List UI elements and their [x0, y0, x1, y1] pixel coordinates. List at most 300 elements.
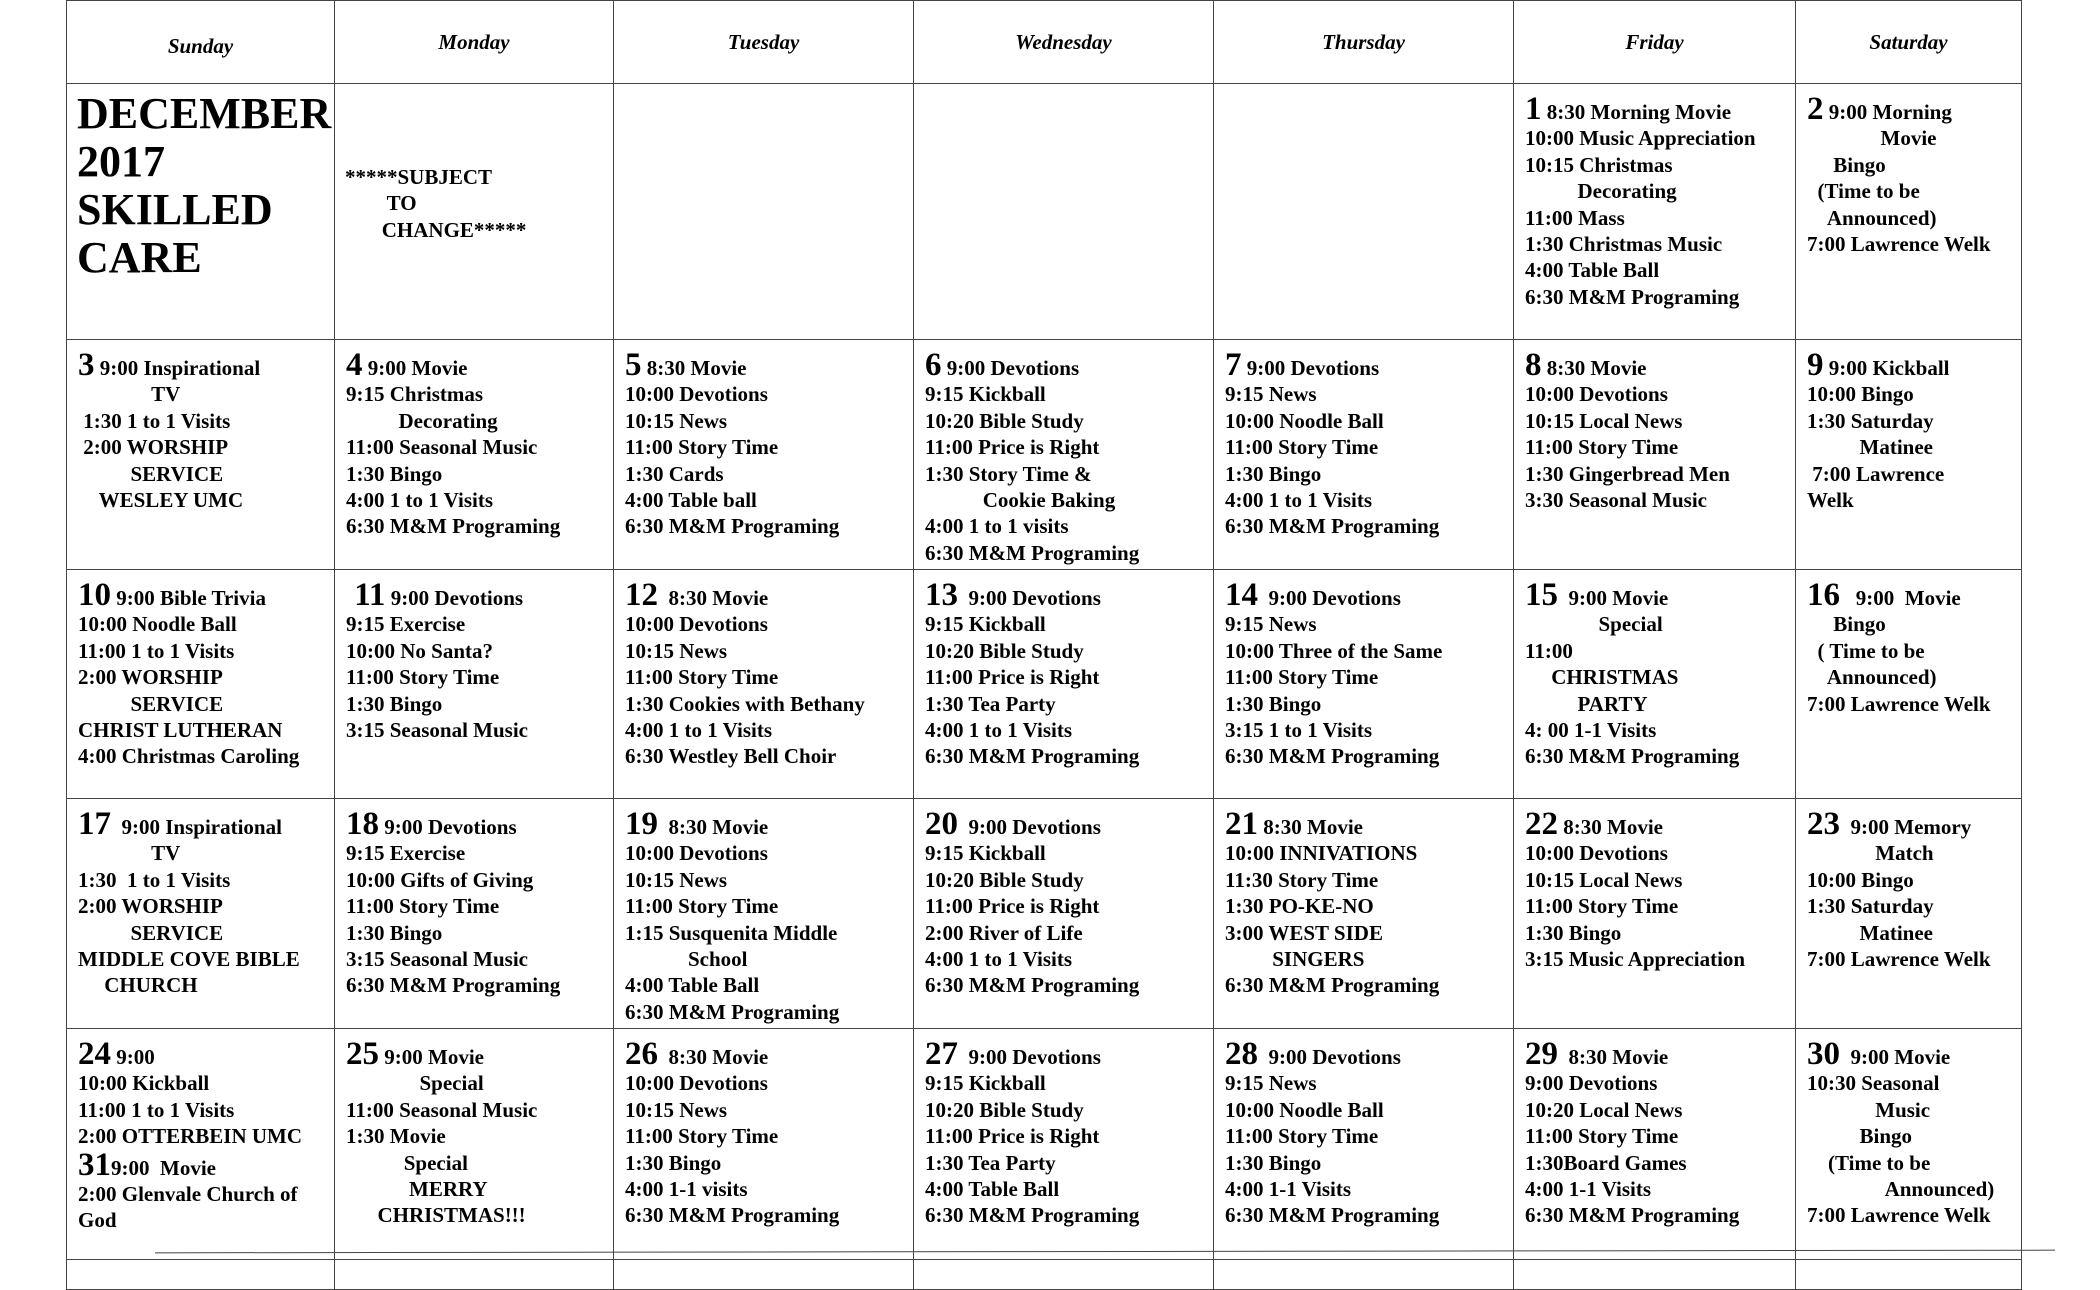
activity-line: SERVICE: [78, 920, 224, 945]
day-number: 12: [625, 577, 658, 613]
activity-line: 9:15 Kickball: [925, 382, 1046, 407]
activity-line: 7:00 Lawrence Welk: [1807, 232, 1991, 257]
calendar-title-line: 2017: [77, 137, 165, 186]
subject-line: TO: [345, 191, 417, 216]
day-number: 22: [1525, 806, 1558, 842]
activity-line: 3:15 Seasonal Music: [346, 947, 529, 972]
day-schedule: [67, 1029, 334, 1234]
day-heading: [1807, 1036, 2021, 1072]
weekday-tuesday: Tuesday: [614, 1, 914, 84]
activity-line: 11:00: [1525, 638, 1573, 663]
day-number: 24: [78, 1036, 111, 1072]
day-heading: [1807, 91, 2021, 127]
day-schedule: [1214, 570, 1513, 770]
activity-line: 11:00 Story Time: [625, 1124, 779, 1149]
day-heading: [925, 577, 1213, 613]
first-activity: 9:00 Inspirational: [94, 356, 261, 380]
activity-line: 10:00 Noodle Ball: [78, 612, 237, 637]
activity-line: 11:00 Story Time: [1225, 435, 1379, 460]
weekday-wednesday: Wednesday: [914, 1, 1214, 84]
activity-line: 10:00 Devotions: [1525, 382, 1668, 407]
day-number: 30: [1807, 1036, 1840, 1072]
activity-line: 10:00 Noodle Ball: [1225, 1097, 1384, 1122]
activity-line: 2:00 OTTERBEIN UMC: [78, 1124, 303, 1149]
weekday-monday: Monday: [335, 1, 614, 84]
activity-line: 11:00 Story Time: [1525, 435, 1679, 460]
activity-line: 1:30 Story Time &: [925, 461, 1092, 486]
activity-line: 1:30 Cards: [625, 461, 724, 486]
activity-line: 11:00 Price is Right: [925, 665, 1100, 690]
day-heading: [1807, 347, 2021, 383]
activity-line: 4:00 1-1 Visits: [1225, 1177, 1351, 1202]
day-heading: [925, 806, 1213, 842]
day-schedule: [614, 799, 913, 1025]
day-schedule: [1796, 340, 2021, 513]
activity-line: 11:00 Story Time: [346, 665, 500, 690]
day-number: 7: [1225, 347, 1242, 383]
day-cell: [1796, 570, 2022, 799]
activity-line: Decorating: [1525, 179, 1677, 204]
activity-line: 1:30Board Games: [1525, 1150, 1687, 1175]
activity-line: 6:30 M&M Programing: [1225, 514, 1440, 539]
activity-line: 11:00 Seasonal Music: [346, 1097, 538, 1122]
day-number: 23: [1807, 806, 1840, 842]
day-heading: [346, 577, 613, 613]
day-number: 14: [1225, 577, 1258, 613]
day-heading: [625, 347, 913, 383]
day-heading: [625, 1036, 913, 1072]
activity-line: 6:30 M&M Programing: [625, 1203, 840, 1228]
activity-line: SERVICE: [78, 461, 224, 486]
first-activity: 9:00 Devotions: [1258, 1045, 1401, 1069]
activity-line: 4:00 Table Ball: [1525, 258, 1660, 283]
day-schedule: [614, 340, 913, 540]
first-activity: 9:00 Movie: [1558, 586, 1669, 610]
day-number: 29: [1525, 1036, 1558, 1072]
activity-line: 11:00 Story Time: [625, 435, 779, 460]
day-number: 13: [925, 577, 958, 613]
activity-line: 3:00 WEST SIDE: [1225, 920, 1383, 945]
activity-line: Bingo: [1807, 612, 1886, 637]
day-heading: [1807, 806, 2021, 842]
weekday-sunday: Sunday: [67, 1, 335, 84]
day-number: 20: [925, 806, 958, 842]
activity-line: 11:00 Story Time: [1525, 894, 1679, 919]
day-heading: [1525, 347, 1795, 383]
activity-line: Announced): [1807, 1177, 1995, 1202]
day-heading: [78, 577, 334, 613]
day-cell: [1514, 799, 1796, 1029]
first-activity: 9:00 Devotions: [385, 586, 524, 610]
day-heading: [346, 347, 613, 383]
activity-line: 1:30 Saturday: [1807, 408, 1934, 433]
day-heading: [1807, 577, 2021, 613]
activity-line: 6:30 M&M Programing: [925, 973, 1140, 998]
activity-line: 10:15 News: [625, 1097, 728, 1122]
weekday-header-row: [67, 1, 2022, 84]
day-number: 8: [1525, 347, 1542, 383]
activity-line: 2:00 Glenvale Church of: [78, 1182, 298, 1207]
activity-line: 1:30 Bingo: [1225, 461, 1322, 486]
subject-line: CHANGE*****: [345, 217, 527, 242]
activity-line: 3:15 Music Appreciation: [1525, 947, 1746, 972]
activity-line: 10:00 Noodle Ball: [1225, 408, 1384, 433]
day-heading: [1525, 1036, 1795, 1072]
activity-line: 1:30 Saturday: [1807, 894, 1934, 919]
week-row: [67, 84, 2022, 340]
activity-line: 10:00 Devotions: [625, 1071, 768, 1096]
day-cell: [1796, 1029, 2022, 1260]
day-cell: [67, 570, 335, 799]
day-number: 5: [625, 347, 642, 383]
activity-line: 1:30 Gingerbread Men: [1525, 461, 1730, 486]
activity-line: 6:30 M&M Programing: [346, 514, 561, 539]
activity-line: SERVICE: [78, 691, 224, 716]
first-activity: 9:00 Movie: [1840, 586, 1961, 610]
day-cell: [614, 799, 914, 1029]
day-cell: [335, 570, 614, 799]
day-cell: [914, 340, 1214, 570]
day-heading: [1525, 806, 1795, 842]
activity-line: 9:15 Kickball: [925, 841, 1046, 866]
activity-line: 9:15 News: [1225, 612, 1317, 637]
activity-line: 10:15 News: [625, 638, 728, 663]
activity-line: (Time to be: [1807, 1150, 1931, 1175]
day-cell: [1514, 570, 1796, 799]
activity-line: 6:30 M&M Programing: [1225, 1203, 1440, 1228]
activity-line: 4:00 1-1 Visits: [1525, 1177, 1651, 1202]
activity-line: 4:00 Christmas Caroling: [78, 744, 300, 769]
day-schedule: [1796, 799, 2021, 972]
activity-line: 10:15 News: [625, 867, 728, 892]
day-cell: [1214, 570, 1514, 799]
activity-line: 3:30 Seasonal Music: [1525, 488, 1708, 513]
day-schedule: [1514, 799, 1795, 972]
activity-line: 6:30 M&M Programing: [1525, 284, 1740, 309]
day-number: 19: [625, 806, 658, 842]
day-cell: [614, 1029, 914, 1260]
activity-line: 7:00 Lawrence Welk: [1807, 1203, 1991, 1228]
activity-line: 6:30 M&M Programing: [625, 514, 840, 539]
activity-line: Bingo: [1807, 1124, 1913, 1149]
activity-line: 10:00 Devotions: [625, 612, 768, 637]
activity-line: 6:30 M&M Programing: [346, 973, 561, 998]
day-schedule: [614, 570, 913, 770]
day-heading: [625, 806, 913, 842]
calendar-title: [67, 84, 334, 282]
day-number: 16: [1807, 577, 1840, 613]
calendar-title-cell: [67, 84, 335, 340]
day-schedule: [614, 1029, 913, 1229]
day-number: 4: [346, 347, 363, 383]
activity-line: Welk: [1807, 488, 1854, 513]
day-schedule: [914, 570, 1213, 770]
subject-to-change-cell: [335, 84, 614, 340]
activity-line: 6:30 M&M Programing: [1525, 1203, 1740, 1228]
activity-line: 9:15 News: [1225, 382, 1317, 407]
day-cell: [1214, 1029, 1514, 1260]
first-activity: 9:00 Movie: [362, 356, 468, 380]
day-schedule: [67, 570, 334, 770]
activity-line: 10:30 Seasonal: [1807, 1071, 1940, 1096]
day-schedule: [67, 799, 334, 999]
day-cell: [1796, 84, 2022, 340]
activity-line: 10:20 Local News: [1525, 1097, 1683, 1122]
first-activity: 8:30 Morning Movie: [1541, 100, 1732, 124]
activity-line: 1:30 Bingo: [346, 920, 443, 945]
activity-line: CHURCH: [78, 973, 198, 998]
activity-line: CHRISTMAS!!!: [346, 1203, 526, 1228]
day-heading: [78, 1036, 334, 1072]
activity-line: 1:30 Bingo: [625, 1150, 722, 1175]
activity-line: 3:15 Seasonal Music: [346, 718, 529, 743]
activity-line: 2:00 WORSHIP: [78, 665, 223, 690]
activity-line: 3:15 1 to 1 Visits: [1225, 718, 1372, 743]
activity-line: 11:00 Story Time: [346, 894, 500, 919]
activity-line: Special: [1525, 612, 1663, 637]
activity-line: Cookie Baking: [925, 488, 1116, 513]
activity-line: 7:00 Lawrence Welk: [1807, 691, 1991, 716]
day-heading: [1525, 91, 1795, 127]
empty-day-cell: [914, 84, 1214, 340]
activity-line: 10:00 Devotions: [1525, 841, 1668, 866]
activity-line: 10:20 Bible Study: [925, 867, 1084, 892]
activity-line: 1:30 1 to 1 Visits: [78, 867, 231, 892]
activity-line: MERRY: [346, 1177, 488, 1202]
day-schedule: [1796, 84, 2021, 257]
weekday-friday: Friday: [1514, 1, 1796, 84]
activity-line: 6:30 M&M Programing: [925, 540, 1140, 565]
day-cell: [335, 1029, 614, 1260]
activity-line: 2:00 WORSHIP: [78, 435, 229, 460]
activity-line: 6:30 M&M Programing: [925, 1203, 1140, 1228]
first-activity: 9:00 Movie: [111, 1155, 216, 1180]
first-activity: 8:30 Movie: [1258, 815, 1363, 839]
activity-line: 10:00 INNIVATIONS: [1225, 841, 1418, 866]
day-number: 28: [1225, 1036, 1258, 1072]
activity-line: Announced): [1807, 205, 1937, 230]
day-cell: [914, 1029, 1214, 1260]
day-schedule: [914, 1029, 1213, 1229]
activity-line: 9:15 Christmas: [346, 382, 484, 407]
activity-line: CHRISTMAS: [1525, 665, 1679, 690]
activity-line: 9:15 Kickball: [925, 612, 1046, 637]
subject-line: *****SUBJECT: [345, 165, 493, 189]
day-schedule: [1214, 799, 1513, 999]
activity-line: 11:00 Story Time: [625, 665, 779, 690]
activity-line: 10:00 Bingo: [1807, 867, 1914, 892]
first-activity: 8:30 Movie: [641, 356, 747, 380]
activity-line: 11:00 Story Time: [625, 894, 779, 919]
day-number: 9: [1807, 347, 1824, 383]
day-schedule: [1796, 570, 2021, 717]
first-activity: 8:30 Movie: [658, 1045, 769, 1069]
activity-line: School: [625, 947, 748, 972]
day-heading: [625, 577, 913, 613]
activity-line: SINGERS: [1225, 947, 1365, 972]
week-row: [67, 799, 2022, 1029]
day-schedule: [914, 340, 1213, 566]
first-activity: 9:00 Devotions: [1258, 586, 1401, 610]
activity-line: 10:15 Christmas: [1525, 152, 1673, 177]
first-activity: 9:00 Devotions: [958, 1045, 1101, 1069]
day-cell: [335, 799, 614, 1029]
activity-line: Movie: [1807, 126, 1937, 151]
activity-line: 11:00 Price is Right: [925, 435, 1100, 460]
day-cell: [1796, 340, 2022, 570]
day-number: 1: [1525, 91, 1542, 127]
activity-line: 1:30 1 to 1 Visits: [78, 408, 231, 433]
activity-line: 10:15 Local News: [1525, 408, 1683, 433]
day-heading: [78, 1146, 334, 1183]
first-activity: 8:30 Movie: [1541, 356, 1647, 380]
activity-line: 1:30 Tea Party: [925, 1150, 1056, 1175]
day-schedule: [914, 799, 1213, 999]
activity-line: 11:00 Seasonal Music: [346, 435, 538, 460]
activity-line: 4:00 1 to 1 Visits: [625, 718, 772, 743]
activity-line: 7:00 Lawrence: [1807, 461, 1945, 486]
activity-line: 10:00 Three of the Same: [1225, 638, 1443, 663]
activity-line: 6:30 M&M Programing: [1525, 744, 1740, 769]
activity-line: God: [78, 1208, 117, 1233]
activity-line: 10:00 Devotions: [625, 841, 768, 866]
day-heading: [78, 806, 334, 842]
day-cell: [1514, 340, 1796, 570]
activity-line: Bingo: [1807, 152, 1886, 177]
activity-line: 11:00 1 to 1 Visits: [78, 1097, 235, 1122]
day-cell: [914, 799, 1214, 1029]
first-activity: 8:30 Movie: [1558, 1045, 1669, 1069]
activity-line: 10:20 Bible Study: [925, 1097, 1084, 1122]
day-cell: [1214, 799, 1514, 1029]
week-row: [67, 1029, 2022, 1260]
activity-line: 10:00 No Santa?: [346, 638, 494, 663]
activity-line: 7:00 Lawrence Welk: [1807, 947, 1991, 972]
activity-line: 11:00 Price is Right: [925, 894, 1100, 919]
activity-line: 6:30 Westley Bell Choir: [625, 744, 837, 769]
day-cell: [1514, 84, 1796, 340]
first-activity: 9:00 Devotions: [941, 356, 1080, 380]
activity-line: WESLEY UMC: [78, 488, 244, 513]
activity-line: 1:30 Christmas Music: [1525, 232, 1723, 257]
day-cell: [1796, 799, 2022, 1029]
day-schedule: [335, 570, 613, 743]
activity-line: 11:00 1 to 1 Visits: [78, 638, 235, 663]
activity-line: 4:00 1-1 visits: [625, 1177, 748, 1202]
calendar-title-line: CARE: [77, 233, 202, 282]
activity-line: 4:00 1 to 1 visits: [925, 514, 1069, 539]
activity-line: 4: 00 1-1 Visits: [1525, 718, 1657, 743]
first-activity: 9:00 Devotions: [379, 815, 517, 839]
day-cell: [67, 1029, 335, 1260]
activity-line: TV: [78, 382, 181, 407]
activity-line: 4:00 1 to 1 Visits: [346, 488, 493, 513]
calendar-title-line: DECEMBER: [77, 89, 332, 138]
activity-line: 10:00 Devotions: [625, 382, 768, 407]
first-activity: 9:00 Bible Trivia: [111, 586, 266, 610]
calendar-title-line: SKILLED: [77, 185, 273, 234]
activity-line: 11:00 Story Time: [1525, 1124, 1679, 1149]
day-schedule: [1214, 1029, 1513, 1229]
activity-line: 6:30 M&M Programing: [1225, 973, 1440, 998]
activity-line: 9:00 Devotions: [1525, 1071, 1658, 1096]
day-heading: [925, 1036, 1213, 1072]
activity-line: 1:30 Bingo: [346, 461, 443, 486]
activity-line: Matinee: [1807, 435, 1933, 460]
empty-day-cell: [1214, 84, 1514, 340]
activity-line: 10:15 Local News: [1525, 867, 1683, 892]
activity-line: Match: [1807, 841, 1934, 866]
first-activity: 9:00 Inspirational: [111, 815, 282, 839]
activity-line: Special: [346, 1071, 484, 1096]
activity-line: (Time to be: [1807, 179, 1920, 204]
day-cell: [614, 340, 914, 570]
day-heading: [346, 1036, 613, 1072]
day-number: 15: [1525, 577, 1558, 613]
activity-line: 10:00 Gifts of Giving: [346, 867, 534, 892]
day-number: 21: [1225, 806, 1258, 842]
day-heading: [1225, 347, 1513, 383]
activity-line: 2:00 River of Life: [925, 920, 1083, 945]
activity-line: 1:15 Susquenita Middle: [625, 920, 838, 945]
day-cell: [614, 570, 914, 799]
weekday-saturday: Saturday: [1796, 1, 2022, 84]
activity-line: PARTY: [1525, 691, 1648, 716]
first-activity: 9:00 Morning: [1823, 100, 1952, 124]
activity-line: 1:30 PO-KE-NO: [1225, 894, 1374, 919]
week-row: [67, 340, 2022, 570]
activity-line: Music: [1807, 1097, 1931, 1122]
activity-line: Matinee: [1807, 920, 1933, 945]
first-activity: 8:30 Movie: [658, 586, 769, 610]
activity-line: 1:30 Bingo: [1225, 1150, 1322, 1175]
day-number: 11: [346, 577, 386, 613]
activity-line: 4:00 1 to 1 Visits: [1225, 488, 1372, 513]
activity-line: 9:15 Exercise: [346, 612, 466, 637]
activity-line: 11:00 Price is Right: [925, 1124, 1100, 1149]
day-number: 27: [925, 1036, 958, 1072]
empty-day-cell: [614, 84, 914, 340]
activity-line: 11:00 Mass: [1525, 205, 1625, 230]
weekday-thursday: Thursday: [1214, 1, 1514, 84]
day-heading: [346, 806, 613, 842]
activity-line: 9:15 Exercise: [346, 841, 466, 866]
day-schedule: [1214, 340, 1513, 540]
activity-line: 9:15 News: [1225, 1071, 1317, 1096]
day-cell: [1514, 1029, 1796, 1260]
day-heading: [1225, 577, 1513, 613]
first-activity: 9:00 Memory: [1840, 815, 1972, 839]
day-number: 3: [78, 347, 95, 383]
activity-line: 4:00 Table Ball: [925, 1177, 1060, 1202]
day-schedule: [335, 799, 613, 999]
day-number: 18: [346, 806, 379, 842]
first-activity: 9:00 Movie: [1840, 1045, 1951, 1069]
first-activity: 9:00 Devotions: [958, 586, 1101, 610]
day-schedule: [1514, 570, 1795, 770]
activity-line: 1:30 Bingo: [1225, 691, 1322, 716]
activity-line: 4:00 1 to 1 Visits: [925, 947, 1072, 972]
day-heading: [1225, 806, 1513, 842]
activity-line: 10:20 Bible Study: [925, 408, 1084, 433]
first-activity: 9:00 Kickball: [1823, 356, 1950, 380]
day-number: 10: [78, 577, 111, 613]
first-activity: 9:00 Devotions: [958, 815, 1101, 839]
activity-line: 6:30 M&M Programing: [1225, 744, 1440, 769]
day-schedule: [1796, 1029, 2021, 1229]
activity-line: 11:00 Story Time: [1225, 1124, 1379, 1149]
day-number: 6: [925, 347, 942, 383]
